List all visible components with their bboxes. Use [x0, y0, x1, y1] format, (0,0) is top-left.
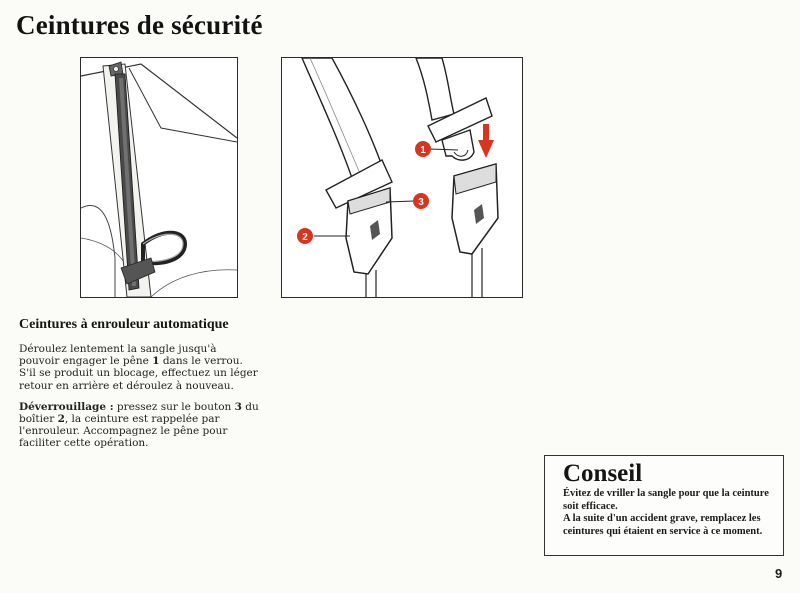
svg-text:2: 2: [302, 232, 308, 243]
buckle-mechanism-illustration: [281, 57, 523, 298]
section-heading: Ceintures à enrouleur automatique: [19, 317, 229, 332]
unlock-label: Déverrouillage :: [19, 400, 114, 413]
ref-3: 3: [234, 400, 242, 413]
advice-line-1: Évitez de vriller la sangle pour que la ceinture soit efficace.: [563, 488, 769, 512]
advice-box: [544, 455, 784, 556]
page-number: 9: [775, 566, 783, 581]
callout-2: [297, 228, 313, 244]
ref-2: 2: [57, 413, 65, 426]
ref-1: 1: [152, 355, 160, 368]
seatbelt-pillar-illustration: [80, 57, 238, 298]
unlock-text-b: du boîtier: [19, 400, 259, 426]
instructions-section: [19, 317, 259, 459]
unlock-text-a: pressez sur le bouton: [113, 400, 235, 413]
page-title: Ceintures de sécurité: [16, 10, 263, 40]
advice-line-2: A la suite d'un accident grave, remplacez les ceintures qui étaient en service à ce moment.: [563, 513, 763, 537]
callout-3: [413, 193, 429, 209]
svg-text:3: 3: [418, 197, 424, 208]
unroll-paragraph: [19, 343, 259, 392]
unroll-text-b: dans le verrou. S'il se produit un blocage, effectuez un léger retour en arrière et déroulez à nouveau.: [19, 355, 258, 392]
unlock-text-c: , la ceinture est rappelée par l'enrouleur. Accompagnez le pêne pour faciliter cette opération.: [19, 413, 228, 450]
advice-heading: Conseil: [563, 460, 643, 487]
unroll-text-a: Déroulez lentement la sangle jusqu'à pouvoir engager le pêne: [19, 343, 217, 368]
svg-text:1: 1: [420, 145, 426, 156]
unlock-paragraph: [19, 401, 259, 450]
callout-1: [415, 141, 431, 157]
